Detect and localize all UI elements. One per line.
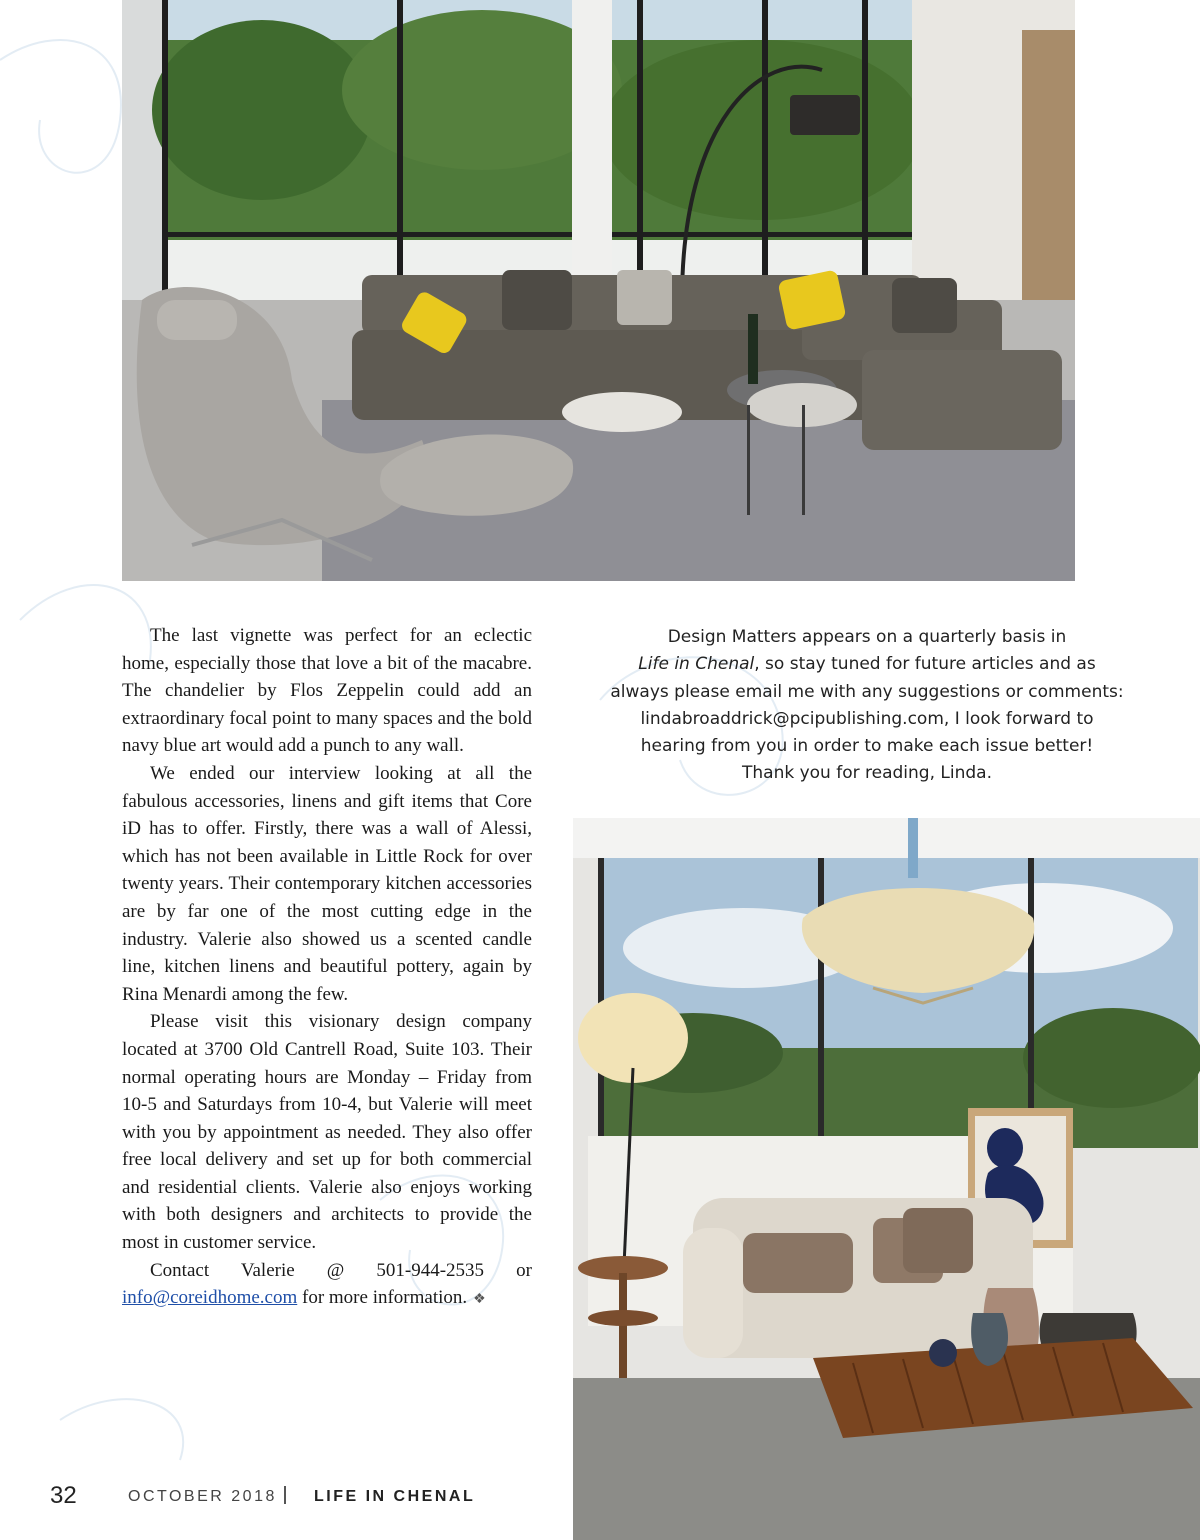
note-line: always please email me with any suggestions or comments: bbox=[610, 681, 1124, 702]
contact-text-end: for more information. bbox=[297, 1287, 468, 1309]
article-paragraph: The last vignette was perfect for an eclectic home, especially those that love a bit of the macabre. The chandelier by Flos Zeppelin could add an extraordinary focal point to many spaces and the bold navy blue art would add a punch to any wall. bbox=[122, 625, 532, 757]
contact-text: Contact Valerie @ 501-944-2535 or bbox=[150, 1259, 532, 1281]
end-of-article-mark: ❖ bbox=[473, 1292, 486, 1308]
living-room-photo bbox=[122, 0, 1075, 581]
note-email-line: lindabroaddrick@pcipublishing.com, I look forward to bbox=[640, 708, 1094, 729]
article-paragraph: Please visit this visionary design company located at 3700 Old Cantrell Road, Suite 103. Their normal operating hours are Monday – Friday from 10-5 and Saturdays from 10-4, but Valerie will meet with you by appointment as needed. They also offer free local delivery and set up for both commercial and residential clients. Valerie also enjoys working with both designers and architects to provide the most in customer service. bbox=[122, 1011, 532, 1254]
article-paragraph-contact bbox=[122, 1257, 532, 1314]
article-paragraph: We ended our interview looking at all the fabulous accessories, linens and gift items that Core iD has to offer. Firstly, there was a wall of Alessi, which has not been available in Little Rock for over twenty years. Their contemporary kitchen accessories are by far one of the most cutting edge in the industry. Valerie also showed us a scented candle line, kitchen linens and beautiful pottery, again by Rina Menardi among the few. bbox=[122, 762, 532, 1005]
issue-date: OCTOBER 2018 bbox=[128, 1488, 277, 1505]
note-line-rest: , so stay tuned for future articles and as bbox=[754, 654, 1096, 675]
note-signoff: Thank you for reading, Linda. bbox=[742, 763, 992, 784]
magazine-name: LIFE IN CHENAL bbox=[314, 1488, 476, 1505]
magazine-title-italic: Life in Chenal bbox=[638, 654, 755, 675]
note-line bbox=[597, 651, 1137, 678]
page-footer bbox=[0, 1478, 600, 1518]
note-line: hearing from you in order to make each issue better! bbox=[640, 736, 1094, 757]
footer-divider bbox=[284, 1486, 286, 1504]
email-link[interactable]: info@coreidhome.com bbox=[122, 1287, 298, 1309]
note-line: Design Matters appears on a quarterly basis in bbox=[667, 627, 1067, 647]
sofa-vignette-photo bbox=[573, 818, 1200, 1540]
article-body bbox=[122, 622, 532, 1314]
page-number: 32 bbox=[50, 1482, 77, 1509]
design-matters-note bbox=[597, 624, 1137, 788]
